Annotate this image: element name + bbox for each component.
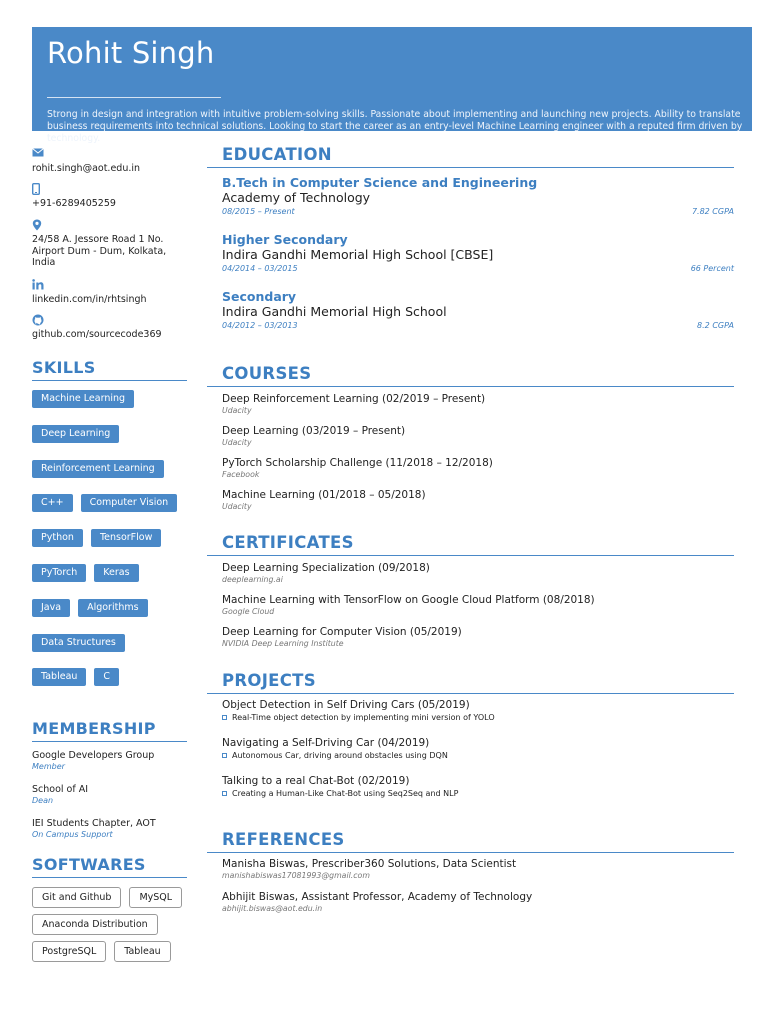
references-rule <box>207 852 734 853</box>
skills-rule <box>32 380 187 381</box>
certificate-provider: deeplearning.ai <box>222 575 283 584</box>
education-degree: B.Tech in Computer Science and Engineering <box>222 175 538 190</box>
skill-tag: Tableau <box>32 668 86 686</box>
square-bullet-icon <box>222 791 227 796</box>
course-name: Machine Learning (01/2018 – 05/2018) <box>222 489 426 501</box>
certificate-name: Machine Learning with TensorFlow on Google Cloud Platform (08/2018) <box>222 594 595 606</box>
membership-org: IEI Students Chapter, AOT <box>32 818 156 829</box>
references-section <box>207 830 734 914</box>
education-score: 7.82 CGPA <box>691 207 734 216</box>
project-name: Navigating a Self-Driving Car (04/2019) <box>222 737 430 749</box>
software-tag: PostgreSQL <box>32 941 106 962</box>
courses-rule <box>207 386 734 387</box>
education-school: Academy of Technology <box>222 190 371 205</box>
membership-role: On Campus Support <box>32 830 113 839</box>
location-pin-icon <box>32 219 182 231</box>
project-item <box>207 699 734 723</box>
header-banner <box>32 27 752 144</box>
skill-tag: Java <box>32 599 70 617</box>
certificate-provider: NVIDIA Deep Learning Institute <box>222 639 344 648</box>
software-row <box>32 941 187 962</box>
certificate-name: Deep Learning Specialization (09/2018) <box>222 562 430 574</box>
skills-section <box>32 358 187 686</box>
references-heading: REFERENCES <box>222 830 345 849</box>
email-link[interactable]: rohit.singh@aot.edu.in <box>32 163 141 174</box>
certificates-heading: CERTIFICATES <box>222 533 354 552</box>
reference-name: Abhijit Biswas, Assistant Professor, Academy of Technology <box>222 891 533 903</box>
github-link[interactable]: github.com/sourcecode369 <box>32 329 162 340</box>
reference-name: Manisha Biswas, Prescriber360 Solutions, Data Scientist <box>222 858 517 870</box>
courses-heading: COURSES <box>222 364 312 383</box>
skills-heading: SKILLS <box>32 358 96 377</box>
course-name: Deep Learning (03/2019 – Present) <box>222 425 406 437</box>
skill-tag: PyTorch <box>32 564 86 582</box>
education-dates: 08/2015 – Present <box>222 207 295 216</box>
skill-tag: Machine Learning <box>32 390 134 408</box>
project-detail <box>222 712 734 723</box>
phone-icon <box>32 183 116 195</box>
education-degree: Higher Secondary <box>222 232 348 247</box>
courses-section <box>207 364 734 512</box>
membership-org: Google Developers Group <box>32 750 155 761</box>
skill-tag: Computer Vision <box>81 494 178 512</box>
membership-rule <box>32 741 187 742</box>
certificate-item <box>207 594 734 617</box>
membership-item <box>32 784 187 806</box>
certificates-rule <box>207 555 734 556</box>
education-meta <box>222 206 734 217</box>
membership-section <box>32 719 187 840</box>
software-tag: Anaconda Distribution <box>32 914 158 935</box>
course-provider: Udacity <box>222 502 252 511</box>
course-provider: Facebook <box>222 470 260 479</box>
project-detail <box>222 788 734 799</box>
course-item <box>207 393 734 416</box>
software-row <box>32 914 187 935</box>
softwares-rule <box>32 877 187 878</box>
summary-text: Strong in design and integration with intuitive problem-solving skills. Passionate about implementing and launching new projects. Ability to translate business requirements into technical solutions. Looking to start the career as an entry-level Machine Learning engineer with a reputed firm driven by technology. <box>47 109 743 144</box>
course-name: Deep Reinforcement Learning (02/2019 – Present) <box>222 393 486 405</box>
skill-row <box>32 599 187 617</box>
skill-row <box>32 529 187 547</box>
membership-heading: MEMBERSHIP <box>32 719 156 738</box>
education-school: Indira Gandhi Memorial High School <box>222 304 447 319</box>
github-icon <box>32 314 162 326</box>
skill-row <box>32 634 187 652</box>
skill-row <box>32 390 187 408</box>
education-meta <box>222 320 734 331</box>
skill-tag: Deep Learning <box>32 425 119 443</box>
course-provider: Udacity <box>222 438 252 447</box>
reference-email[interactable]: abhijit.biswas@aot.edu.in <box>222 904 323 913</box>
project-item <box>207 775 734 799</box>
linkedin-icon <box>32 279 147 291</box>
education-score: 66 Percent <box>690 264 734 273</box>
education-rule <box>207 167 734 168</box>
skill-tag: Keras <box>94 564 138 582</box>
membership-role: Member <box>32 762 65 771</box>
software-tag: Git and Github <box>32 887 121 908</box>
course-item <box>207 489 734 512</box>
skill-tag: Data Structures <box>32 634 125 652</box>
education-degree: Secondary <box>222 289 297 304</box>
projects-rule <box>207 693 734 694</box>
name-underline <box>47 97 221 98</box>
membership-item <box>32 750 187 772</box>
project-detail-text: Creating a Human-Like Chat-Bot using Seq2Seq and NLP <box>232 789 459 798</box>
education-score: 8.2 CGPA <box>697 321 734 330</box>
skill-row <box>32 460 187 478</box>
skill-row <box>32 425 187 443</box>
membership-org: School of AI <box>32 784 89 795</box>
project-detail-text: Real-Time object detection by implementing mini version of YOLO <box>232 713 495 722</box>
skill-tag: Python <box>32 529 83 547</box>
project-item <box>207 737 734 761</box>
education-item <box>207 232 734 274</box>
softwares-section <box>32 855 187 962</box>
software-tag: Tableau <box>114 941 170 962</box>
education-item <box>207 175 734 217</box>
contact-linkedin <box>32 279 147 306</box>
square-bullet-icon <box>222 753 227 758</box>
project-detail-text: Autonomous Car, driving around obstacles using DQN <box>232 751 448 760</box>
contact-address <box>32 219 182 269</box>
projects-section <box>207 671 734 799</box>
skill-row <box>32 564 187 582</box>
address-text: 24/58 A. Jessore Road 1 No. Airport Dum - Dum, Kolkata, India <box>32 234 167 268</box>
phone-number: +91-6289405259 <box>32 198 116 209</box>
contact-github <box>32 314 162 341</box>
candidate-name: Rohit Singh <box>47 36 215 70</box>
reference-item <box>207 891 734 914</box>
education-item <box>207 289 734 331</box>
software-tag: MySQL <box>129 887 182 908</box>
projects-heading: PROJECTS <box>222 671 316 690</box>
membership-role: Dean <box>32 796 54 805</box>
skill-tag: Algorithms <box>78 599 147 617</box>
skill-tag: Reinforcement Learning <box>32 460 164 478</box>
reference-email[interactable]: manishabiswas17081993@gmail.com <box>222 871 370 880</box>
certificates-section <box>207 533 734 649</box>
reference-item <box>207 858 734 881</box>
contact-email <box>32 148 140 175</box>
education-dates: 04/2014 – 03/2015 <box>222 264 298 273</box>
softwares-heading: SOFTWARES <box>32 855 146 874</box>
project-name: Talking to a real Chat-Bot (02/2019) <box>222 775 410 787</box>
course-item <box>207 425 734 448</box>
skill-tag: C <box>94 668 119 686</box>
course-provider: Udacity <box>222 406 252 415</box>
software-row <box>32 887 187 908</box>
project-name: Object Detection in Self Driving Cars (05/2019) <box>222 699 470 711</box>
skill-tag: TensorFlow <box>91 529 161 547</box>
square-bullet-icon <box>222 715 227 720</box>
membership-item <box>32 818 187 840</box>
certificate-item <box>207 562 734 585</box>
linkedin-link[interactable]: linkedin.com/in/rhtsingh <box>32 294 147 305</box>
project-detail <box>222 750 734 761</box>
course-item <box>207 457 734 480</box>
skill-tag: C++ <box>32 494 73 512</box>
skill-row <box>32 668 187 686</box>
envelope-icon <box>32 148 140 160</box>
education-school: Indira Gandhi Memorial High School [CBSE] <box>222 247 494 262</box>
contact-phone <box>32 183 116 210</box>
course-name: PyTorch Scholarship Challenge (11/2018 – 12/2018) <box>222 457 493 469</box>
certificate-name: Deep Learning for Computer Vision (05/2019) <box>222 626 462 638</box>
education-section <box>207 145 734 331</box>
education-dates: 04/2012 – 03/2013 <box>222 321 298 330</box>
skill-row <box>32 494 187 512</box>
certificate-item <box>207 626 734 649</box>
education-heading: EDUCATION <box>222 145 332 164</box>
certificate-provider: Google Cloud <box>222 607 275 616</box>
education-meta <box>222 263 734 274</box>
